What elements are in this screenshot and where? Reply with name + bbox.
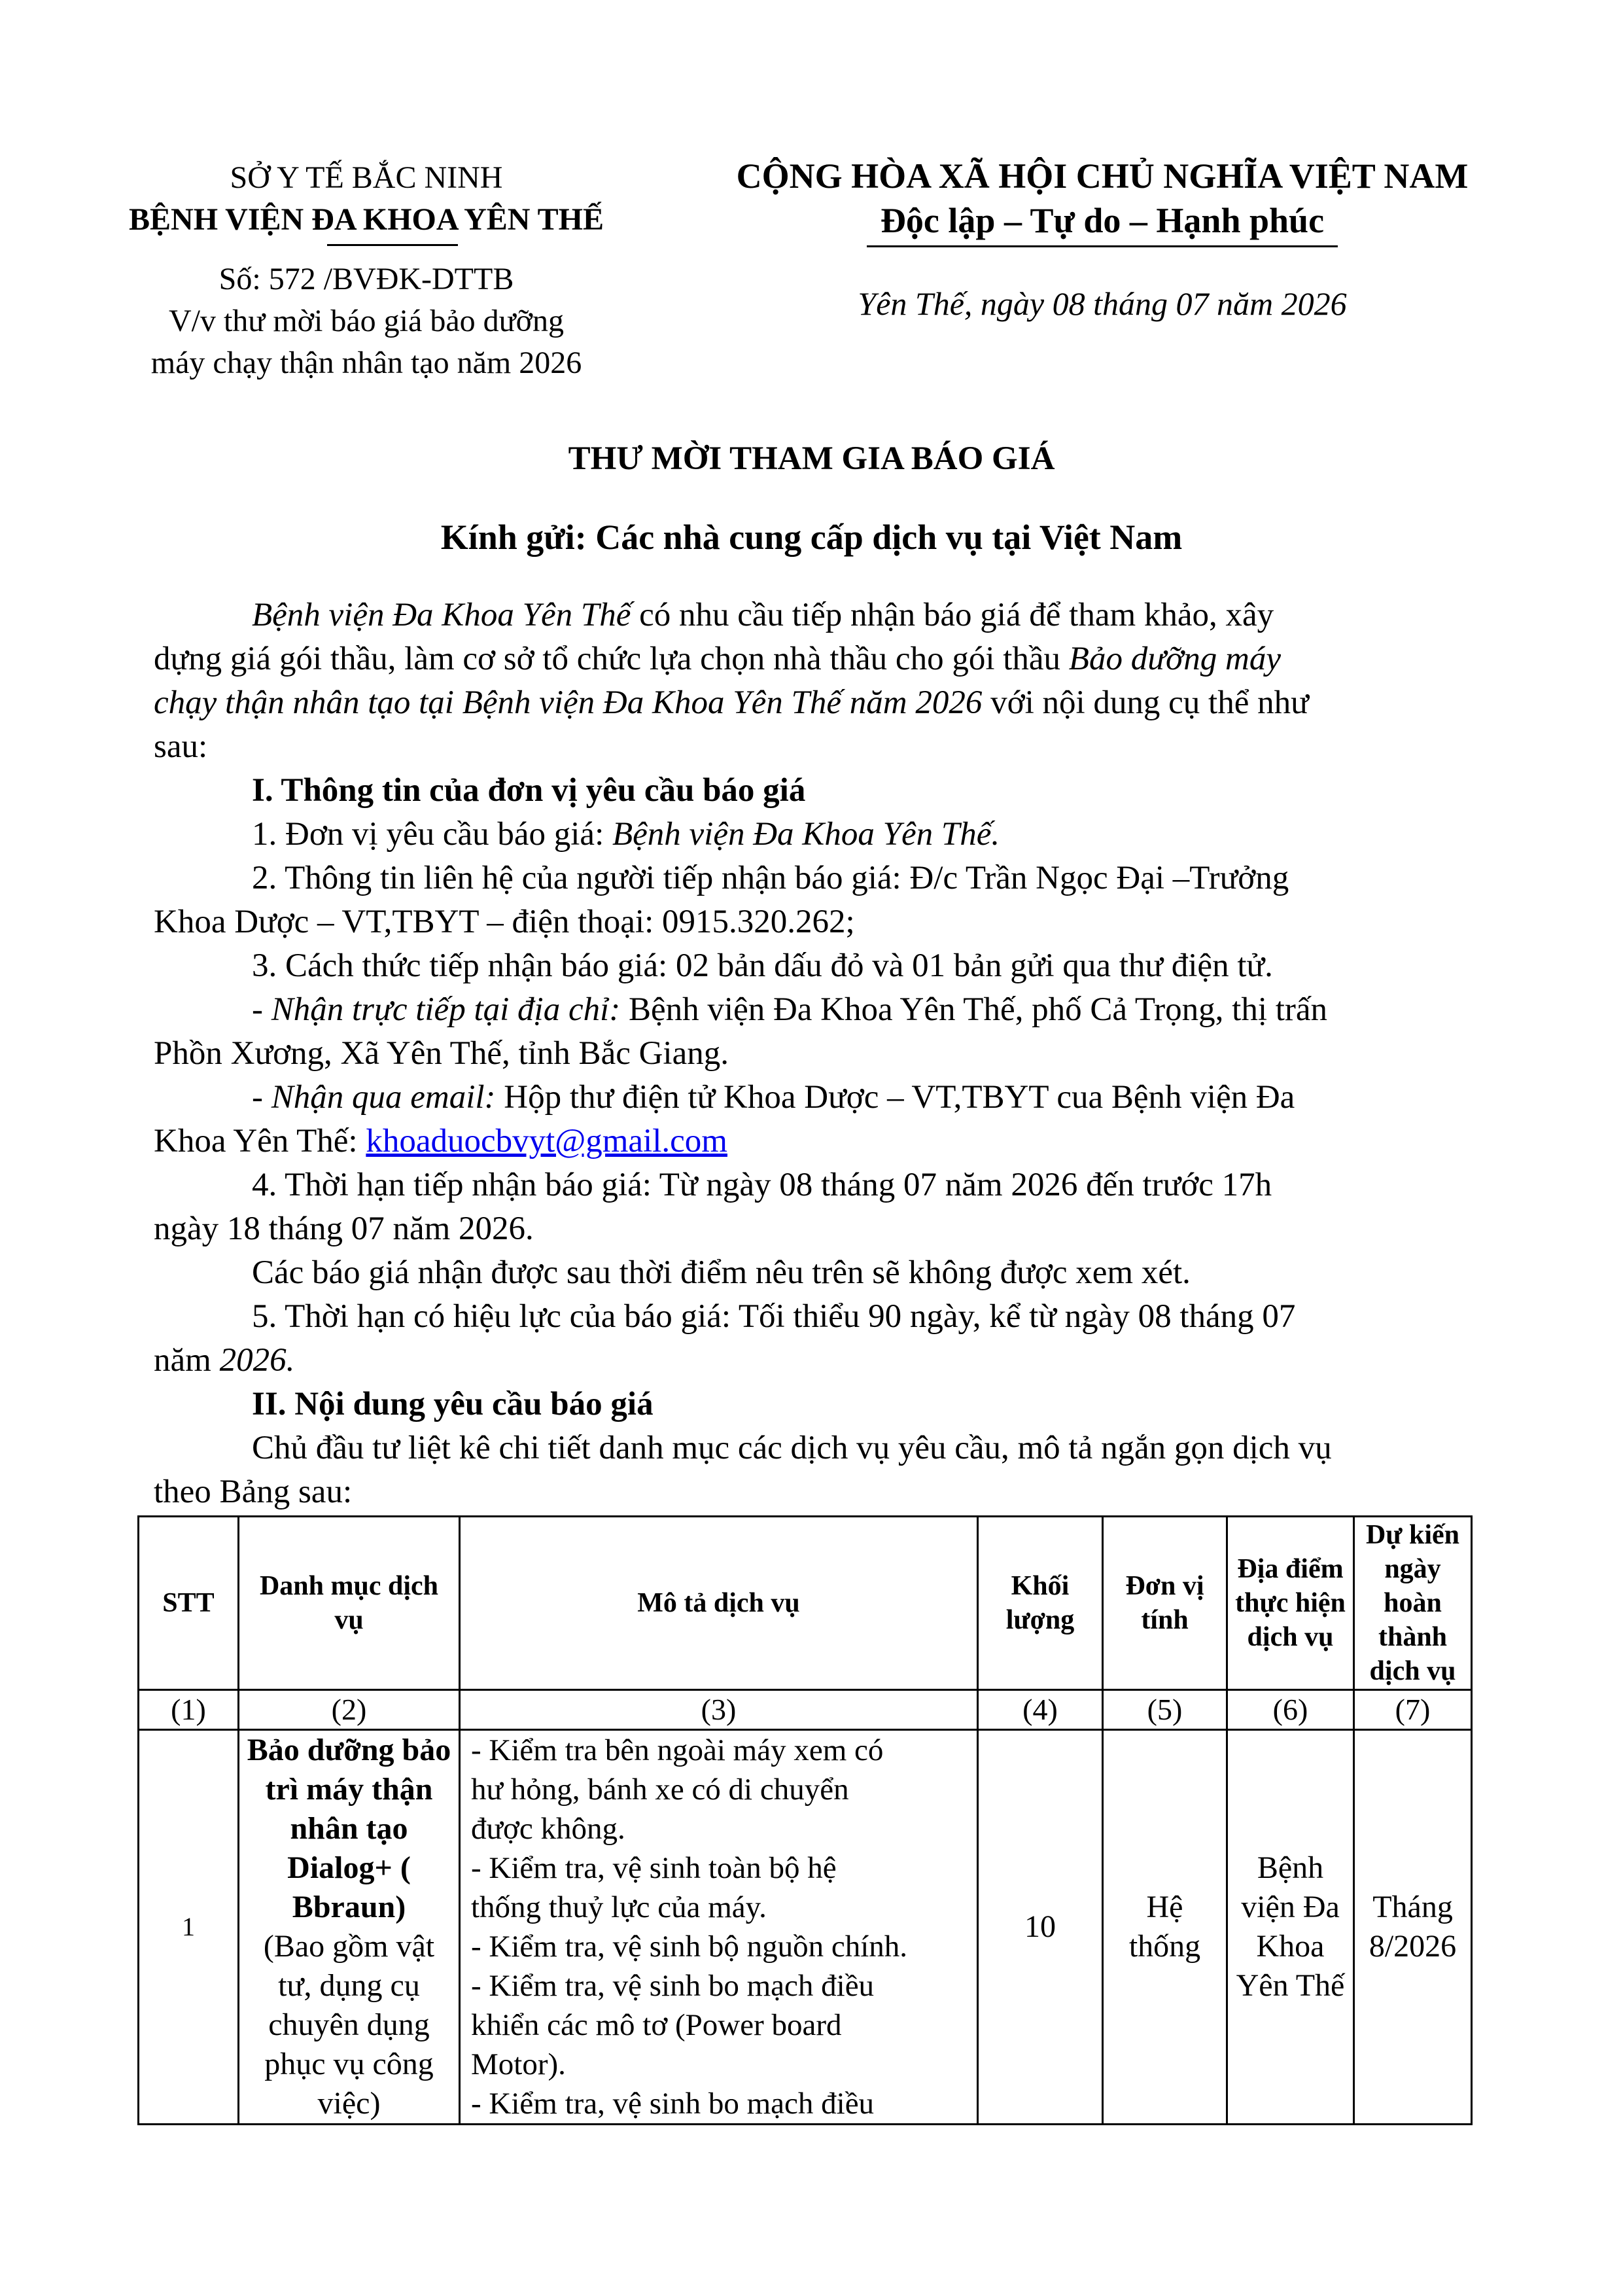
header-location: Địa điểm thực hiện dịch vụ [1227, 1517, 1354, 1690]
header-service: Danh mục dịch vụ [239, 1517, 460, 1690]
direct-address-line-2: Phồn Xương, Xã Yên Thế, tỉnh Bắc Giang. [154, 1035, 729, 1072]
section-2-heading: II. Nội dung yêu cầu báo giá [252, 1386, 654, 1422]
email-line-2: Khoa Yên Thế: khoaduocbvyt@gmail.com [154, 1123, 727, 1159]
header-unit: Đơn vị tính [1103, 1517, 1227, 1690]
header-completion: Dự kiến ngày hoàn thành dịch vụ [1354, 1517, 1472, 1690]
column-number: (4) [978, 1690, 1103, 1730]
intro-line-2: dựng giá gói thầu, làm cơ sở tổ chức lựa chọn nhà thầu cho gói thầu Bảo dưỡng máy [154, 641, 1281, 677]
hospital-name: BỆNH VIỆN ĐA KHOA YÊN THẾ [129, 202, 604, 237]
intro-line-3: chạy thận nhân tạo tại Bệnh viện Đa Khoa Yên Thế năm 2026 với nội dung cụ thể như [154, 684, 1309, 721]
row-completion: Tháng 8/2026 [1354, 1730, 1472, 2125]
intro-line-4: sau: [154, 728, 208, 765]
header-right-rule [867, 245, 1338, 247]
column-number: (3) [460, 1690, 978, 1730]
header-left [118, 157, 615, 241]
item-5-line-1: 5. Thời hạn có hiệu lực của báo giá: Tối thiểu 90 ngày, kể từ ngày 08 tháng 07 [252, 1298, 1296, 1335]
item-4-line-2: ngày 18 tháng 07 năm 2026. [154, 1210, 534, 1247]
email-link[interactable]: khoaduocbvyt@gmail.com [366, 1123, 727, 1159]
direct-address-line-1: - Nhận trực tiếp tại địa chỉ: Bệnh viện Đa Khoa Yên Thế, phố Cả Trọng, thị trấn [252, 991, 1328, 1028]
header-quantity: Khối lượng [978, 1517, 1103, 1690]
row-unit: Hệ thống [1103, 1730, 1227, 2125]
item-4-line-1: 4. Thời hạn tiếp nhận báo giá: Từ ngày 08 tháng 07 năm 2026 đến trước 17h [252, 1167, 1272, 1203]
column-number: (2) [239, 1690, 460, 1730]
row-stt: 1 [139, 1730, 239, 2125]
service-name: Bảo dưỡng bảo trì máy thận nhân tạo Dialog+ ( Bbraun) [247, 1733, 451, 1924]
item-5-line-2: năm 2026. [154, 1342, 295, 1379]
document-number: Số: 572 /BVĐK-DTTB [218, 262, 514, 296]
national-motto: Độc lập – Tự do – Hạnh phúc [880, 201, 1325, 240]
service-table [137, 1515, 1473, 2125]
row-service [239, 1730, 460, 2125]
row-description: - Kiểm tra bên ngoài máy xem có hư hỏng, bánh xe có di chuyển được không. - Kiểm tra, vệ sinh toàn bộ hệ thống thuỷ lực của máy. - Kiểm tra, vệ sinh bộ nguồn chính. - Kiểm tra, vệ sinh bo mạch điều khiển các mô tơ (Power board Motor). - Kiểm tra, vệ sinh bo mạch điều [460, 1730, 978, 2125]
email-line-1: - Nhận qua email: Hộp thư điện tử Khoa Dược – VT,TBYT cua Bệnh viện Đa [252, 1079, 1295, 1116]
row-location: Bệnh viện Đa Khoa Yên Thế [1227, 1730, 1354, 2125]
section-2-intro-line-2: theo Bảng sau: [154, 1474, 353, 1510]
service-note: (Bao gồm vật tư, dụng cụ chuyên dụng phục vụ công việc) [263, 1929, 435, 2121]
section-1-heading: I. Thông tin của đơn vị yêu cầu báo giá [252, 772, 806, 809]
column-number: (6) [1227, 1690, 1354, 1730]
recipient: Kính gửi: Các nhà cung cấp dịch vụ tại Việt Nam [440, 518, 1183, 557]
header-left-rule [327, 244, 458, 246]
table-number-row [139, 1690, 1472, 1730]
table-header-row [139, 1517, 1472, 1690]
item-2-line-2: Khoa Dược – VT,TBYT – điện thoại: 0915.320.262; [154, 904, 855, 940]
section-2-intro-line-1: Chủ đầu tư liệt kê chi tiết danh mục các dịch vụ yêu cầu, mô tả ngắn gọn dịch vụ [252, 1430, 1332, 1466]
column-number: (1) [139, 1690, 239, 1730]
item-1: 1. Đơn vị yêu cầu báo giá: Bệnh viện Đa Khoa Yên Thế. [252, 816, 1000, 853]
document-title: THƯ MỜI THAM GIA BÁO GIÁ [568, 440, 1055, 477]
subject-line-2: máy chạy thận nhân tạo năm 2026 [150, 345, 582, 380]
department-name: SỞ Y TẾ BẮC NINH [230, 160, 503, 195]
row-quantity: 10 [978, 1730, 1103, 2125]
document-reference [118, 258, 615, 384]
place-date: Yên Thế, ngày 08 tháng 07 năm 2026 [858, 285, 1347, 322]
header-stt: STT [139, 1517, 239, 1690]
intro-line-1: Bệnh viện Đa Khoa Yên Thế có nhu cầu tiếp nhận báo giá để tham khảo, xây [252, 597, 1274, 633]
item-2-line-1: 2. Thông tin liên hệ của người tiếp nhận báo giá: Đ/c Trần Ngọc Đại –Trưởng [252, 860, 1289, 896]
subject-line-1: V/v thư mời báo giá bảo dưỡng [168, 304, 565, 338]
table-row [139, 1730, 1472, 2125]
nation-name: CỘNG HÒA XÃ HỘI CHỦ NGHĨA VIỆT NAM [736, 156, 1469, 196]
item-3: 3. Cách thức tiếp nhận báo giá: 02 bản dấu đỏ và 01 bản gửi qua thư điện tử. [252, 947, 1273, 984]
column-number: (7) [1354, 1690, 1472, 1730]
column-number: (5) [1103, 1690, 1227, 1730]
header-description: Mô tả dịch vụ [460, 1517, 978, 1690]
item-4-note: Các báo giá nhận được sau thời điểm nêu trên sẽ không được xem xét. [252, 1254, 1191, 1291]
header-right [720, 154, 1485, 243]
